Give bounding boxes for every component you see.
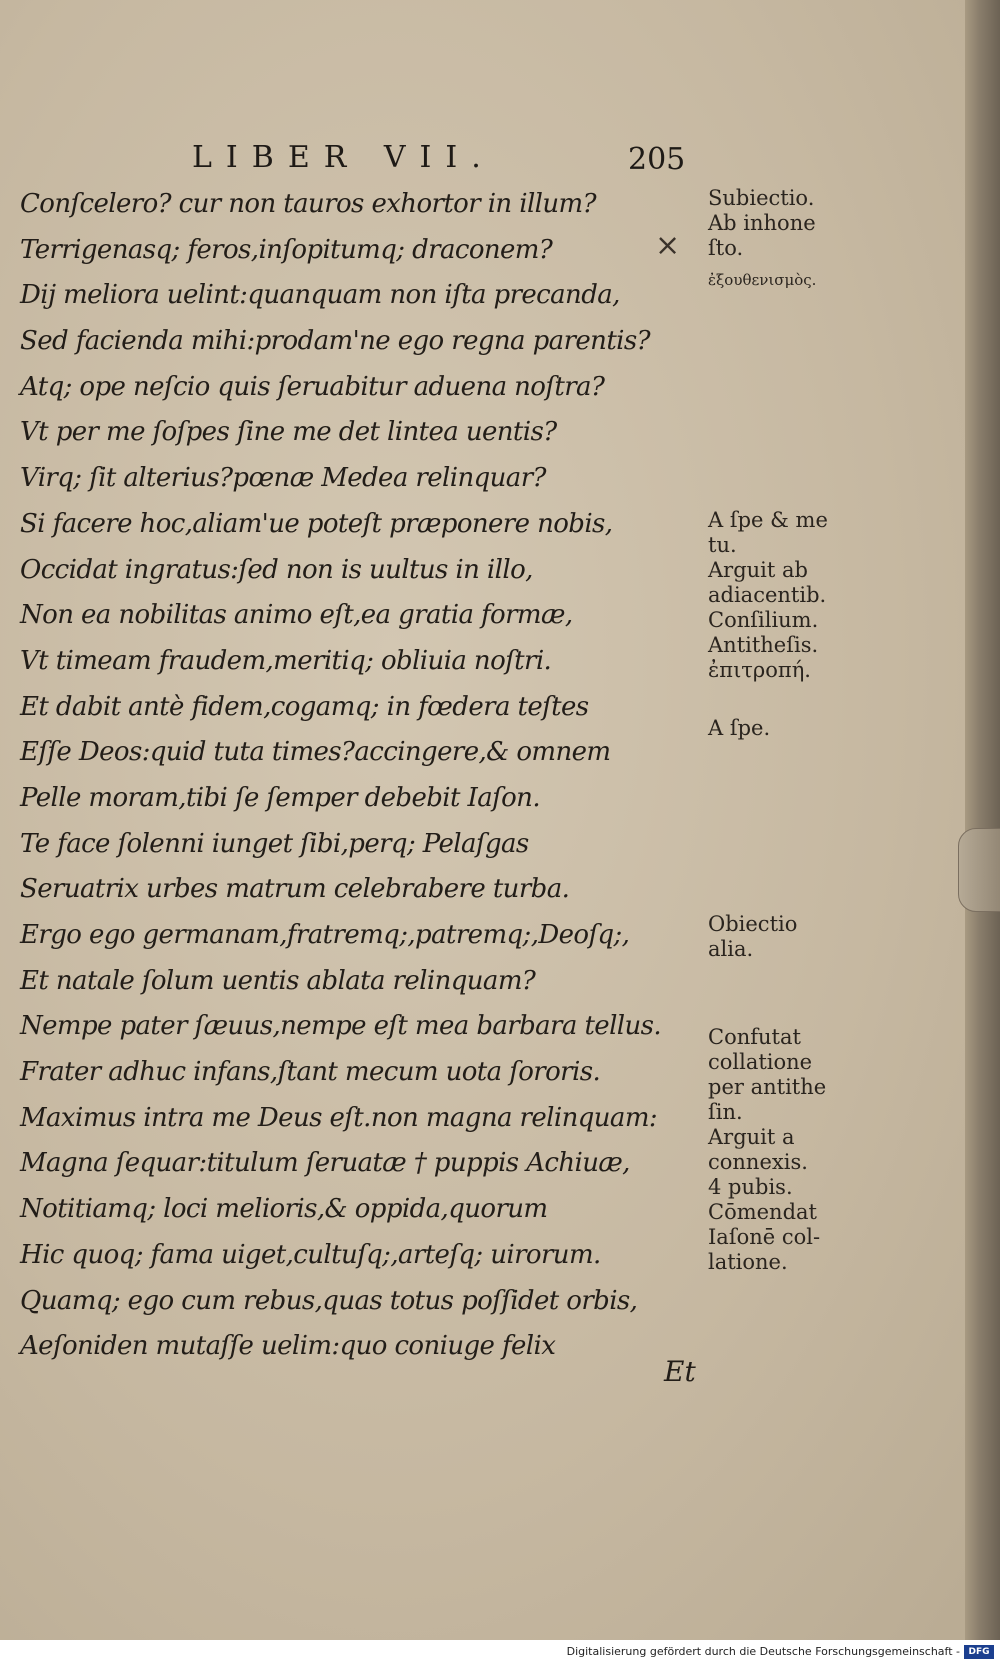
gloss-line: Subiectio. — [708, 186, 815, 210]
page-header — [0, 140, 700, 180]
marginal-gloss-greek — [708, 268, 878, 293]
gloss-line: alia. — [708, 937, 754, 961]
verse-line: Seruatrix urbes matrum celebrabere turba. — [20, 874, 570, 905]
gloss-line: ſto. — [708, 236, 744, 260]
verse-line: Frater adhuc infans,ſtant mecum uota ſororis. — [20, 1057, 601, 1088]
gloss-line: Antitheſis. — [708, 633, 819, 657]
verse-line: Si facere hoc,aliam'ue poteſt præponere nobis, — [20, 508, 613, 539]
gloss-line: 4 pubis. — [708, 1175, 793, 1199]
verse-line: Magna ſequar:titulum ſeruatæ † puppis Achiuæ, — [20, 1148, 630, 1179]
gloss-line: Iaſonē col- — [708, 1225, 821, 1249]
verse-line: Aeſoniden mutaſſe uelim:quo coniuge felix — [20, 1331, 556, 1362]
gloss-line: connexis. — [708, 1150, 808, 1174]
verse-line: Te face ſolenni iunget ſibi,perq; Pelaſgas — [20, 828, 529, 859]
verse-line: Vt per me ſoſpes ſine me det lintea uentis? — [20, 417, 557, 448]
marginal-gloss — [708, 1025, 878, 1275]
verse-line: Et natale ſolum uentis ablata relinquam? — [20, 965, 536, 996]
gloss-line: tu. — [708, 533, 737, 557]
gloss-line: collatione — [708, 1050, 813, 1074]
footer-credit: Digitalisierung gefördert durch die Deutsche Forschungsgemeinschaft - — [566, 1645, 960, 1658]
gloss-line: latione. — [708, 1250, 788, 1274]
verse-line: Occidat ingratus:ſed non is uultus in illo, — [20, 554, 533, 585]
catchword: Et — [664, 1355, 696, 1388]
verse-line: Non ea nobilitas animo eſt,ea gratia formæ, — [20, 600, 573, 631]
verse-line: Notitiamq; loci melioris,& oppida,quorum — [20, 1194, 548, 1225]
marginal-gloss — [708, 508, 878, 683]
verse-line: Virq; ſit alterius?pœnæ Medea relinquar? — [20, 463, 546, 494]
gloss-line: per antithe — [708, 1075, 827, 1099]
verse-line: Hic quoq; fama uiget,cultuſq;,arteſq; uirorum. — [20, 1239, 601, 1270]
verse-line: Terrigenasq; feros,inſopitumq; draconem? — [20, 234, 553, 265]
verse-line: Ergo ego germanam,fratremq;,patremq;,Deoſq;, — [20, 920, 630, 950]
page-tab-marker — [958, 828, 1000, 912]
verse-line: Conſcelero? cur non tauros exhortor in illum? — [20, 189, 596, 219]
verse-line: Dij meliora uelint:quanquam non iſta precanda, — [20, 280, 620, 311]
gloss-line: A ſpe & me — [708, 508, 828, 532]
verse-line: Nempe pater ſæuus,nempe eſt mea barbara tellus. — [20, 1011, 662, 1042]
gloss-line: adiacentib. — [708, 583, 827, 607]
dfg-logo: DFG — [964, 1645, 994, 1659]
verse-line: Quamq; ego cum rebus,quas totus poſſidet orbis, — [20, 1285, 638, 1316]
marginal-gloss — [708, 716, 878, 741]
gloss-line: ἐπιτροπή. — [708, 658, 811, 682]
gloss-line: Ab inhone — [708, 211, 816, 235]
verse-line: Eſſe Deos:quid tuta times?accingere,& omnem — [20, 737, 611, 768]
marginal-gloss — [708, 186, 878, 261]
margin-cross-mark: × — [655, 228, 681, 263]
gloss-line: A ſpe. — [708, 716, 771, 740]
page-number: 205 — [628, 142, 686, 177]
verse-line: Maximus intra me Deus eſt.non magna relinquam: — [20, 1102, 658, 1133]
gloss-line: Cōmendat — [708, 1200, 817, 1224]
verse-line: Vt timeam fraudem,meritiq; obliuia noſtri. — [20, 645, 552, 676]
gloss-line: ſin. — [708, 1100, 743, 1124]
marginal-gloss — [708, 912, 878, 962]
gloss-line: Arguit ab — [708, 558, 808, 582]
gloss-line: Obiectio — [708, 912, 798, 936]
page-edge — [965, 0, 1000, 1640]
verse-line: Atq; ope neſcio quis ſeruabitur aduena noſtra? — [20, 371, 605, 402]
verse-line: Pelle moram,tibi ſe ſemper debebit Iaſon. — [20, 782, 540, 813]
gloss-line: Conſilium. — [708, 608, 819, 632]
verse-text-block — [20, 182, 700, 1370]
gloss-line: Arguit a — [708, 1125, 795, 1149]
gloss-line: Confutat — [708, 1025, 801, 1049]
running-title: LIBER VII. — [192, 140, 495, 175]
verse-line: Sed facienda mihi:prodam'ne ego regna parentis? — [20, 326, 650, 357]
verse-line: Et dabit antè fidem,cogamq; in fœdera teſtes — [20, 691, 589, 722]
gloss-line: ἐξουθενισμὸς. — [708, 271, 817, 289]
